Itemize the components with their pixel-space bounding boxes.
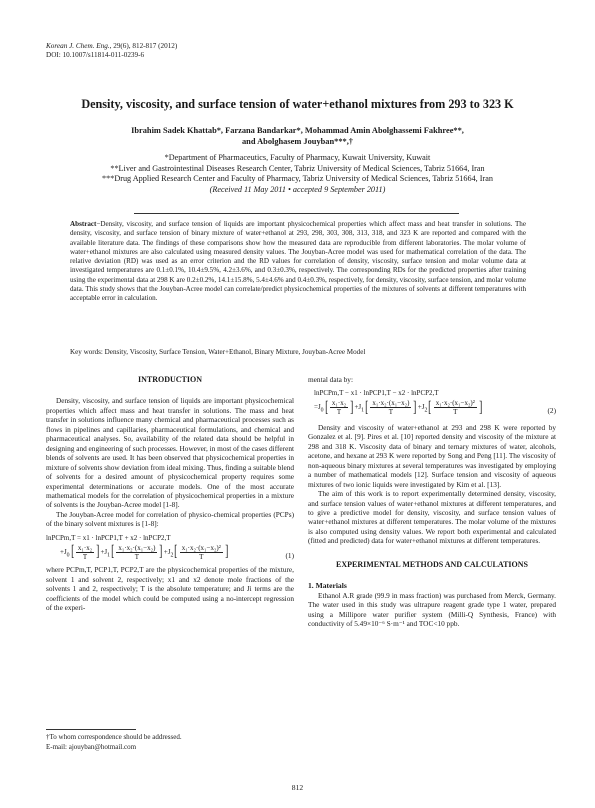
equation-2-line-1: lnPCPm,T − x1 · lnPCP1,T − x2 · lnPCP2,T xyxy=(314,389,439,398)
equation-2-line-2: $=J_0$[ $\frac{\text{x₁·x₂}}{T}$ ]$+J_1$[ $\frac{\text{x₁·x₂·(x₁−x₂)}}{T}$ ]$+J_2$[ $\frac{\text{x₁·x₂·(x₁−x₂)²}}{T}$ ] (2) xyxy=(314,398,556,417)
equation-2-number: (2) xyxy=(547,406,556,416)
equation-1 xyxy=(46,533,294,562)
equation-2 xyxy=(308,388,556,417)
journal-header xyxy=(46,42,177,60)
affiliation-2: **Liver and Gastrointestinal Diseases Research Center, Tabriz University of Medical Sciences, Tabriz 51664, Iran xyxy=(110,163,485,173)
paper-title: Density, viscosity, and surface tension of water+ethanol mixtures from 293 to 323 K xyxy=(81,97,514,111)
left-column xyxy=(46,375,294,613)
abstract-rule xyxy=(134,213,459,214)
section-heading-introduction: INTRODUCTION xyxy=(137,375,202,384)
right-column xyxy=(308,375,556,629)
paragraph: Density and viscosity of water+ethanol at 293 and 298 K were reported by Gonzalez et al. [9]. Pires et al. [10] reported density and viscosity of the mixture at 298 and 318 K. Viscosity data of binary and ternary mixtures of water, alcohols, acetone, and hexane at 293 K were reported by Song and Peng [11]. The viscosity of non-aqueous binary mixtures at several temperatures was investigated by employing a number of mathematical models [12]. Surface tension and viscosity of aqueous mixtures of two ionic liquids were investigated by Kim et al. [13]. xyxy=(308,422,556,489)
footnote-rule xyxy=(46,729,136,730)
footnote xyxy=(46,733,182,752)
received-dates: (Received 11 May 2011 • accepted 9 September 2011) xyxy=(209,184,386,194)
author-line-1: Ibrahim Sadek Khattab*, Farzana Bandarkar*, Mohammad Amin Abolghassemi Fakhree**, xyxy=(131,126,464,135)
page-number: 812 xyxy=(291,783,304,792)
abstract-text: −Density, viscosity, and surface tension of liquids are important physicochemical properties which affect mass and heat transfer in solutions. The density, viscosity, and surface tension of binary mixture of water+ethanol at 293, 298, 303, 308, 313, 318, and 323 K are reported and compared with the available literature data. The findings of these comparisons show how the measured data are reproducible from different laboratories. The molar volume of water+ethanol mixtures are also calculated using measured density values. The Jouyban-Acree model was used for mathematical correlation of the data. The relative deviation (RD) was used as an error criterion and the RD values for correlation of density, viscosity, surface tension and molar volume data at investigated temperatures are 0.1±0.1%, 10.4±9.5%, 4.2±3.6%, and 0.3±0.3%, respectively. The corresponding RDs for the predicted properties after training using the experimental data at 298 K are 0.2±0.2%, 14.1±15.8%, 5.4±4.6% and 0.4±0.3%, respectively, for density, viscosity, surface tension, and molar volume data. This study shows that the Jouyban-Acree model can correlate/predict physicochemical properties of the mixtures of solvents at different temperatures with acceptable error in calculation. xyxy=(70,220,526,302)
paragraph: Density, viscosity, and surface tension of liquids are important physicochemical properties which affect mass and heat transfer in solutions. The mass and heat transfer in solutions influence many chemical and pharmaceutical processes such as flows in pipelines and capillaries, pharmaceutical formulations, and chemical and pharmaceutical analyses. So, availability of the related data should be helpful in designing and engineering of such processes. However, in most of the cases different blends of solvents are used. It has been observed that physicochemical properties in mixture of solvents show deviation from ideal mixing. Thus, finding a suitable blend of solvents for a desired amount of physicochemical property requires some experimental determinations or accurate models. One of the most accurate mathematical models for the correlation of physicochemical properties in a mixture of solvents is the Jouyban-Acree model [1-8]. xyxy=(46,396,295,510)
paragraph: Ethanol A.R grade (99.9 in mass fraction) was purchased from Merck, Germany. The water used in this study was ultrapure reagent grade type 1 water, prepared using a Millipore water purifier system (Milli-Q Synthesis, France) with conductivity of 5.49×10⁻⁶ S·m⁻¹ and TOC<10 ppb. xyxy=(308,590,556,629)
equation-1-number: (1) xyxy=(285,550,294,560)
paragraph: mental data by: xyxy=(308,375,353,384)
affiliation-1: *Department of Pharmaceutics, Faculty of Pharmacy, Kuwait University, Kuwait xyxy=(164,153,431,162)
affiliations xyxy=(30,153,565,195)
footnote-email: E-mail: ajouyban@hotmail.com xyxy=(46,742,137,751)
doi-line: DOI: 10.1007/s11814-011-0239-6 xyxy=(46,51,145,60)
citation-line: Korean J. Chem. Eng., 29(6), 812-817 (2012) xyxy=(46,42,178,50)
paragraph: where PCPm,T, PCP1,T, PCP2,T are the physicochemical properties of the mixture, solvent 1 and solvent 2, respectively; x1 and x2 denote mole fractions of the solvents 1 and 2, respectively; T is the absolute temperature; and Ji terms are the coefficients of the model which could be computed using a no-intercept regression of the experi- xyxy=(46,565,294,613)
keywords: Key words: Density, Viscosity, Surface Tension, Water+Ethanol, Binary Mixture, Jouyban-Acree Model xyxy=(70,348,366,356)
author-list xyxy=(40,125,555,147)
paragraph: The Jouyban-Acree model for correlation of physico-chemical properties (PCPs) of the binary solvent mixtures is [1-8]: xyxy=(46,509,294,529)
abstract xyxy=(70,220,526,303)
subsection-heading-materials: 1. Materials xyxy=(308,581,347,591)
equation-1-line-1: lnPCPm,T = x1 · lnPCP1,T + x2 · lnPCP2,T xyxy=(46,533,171,542)
paragraph: The aim of this work is to report experimentally determined density, viscosity, and surface tension values of water+ethanol mixtures at different temperatures, and to give a predictive model for density, viscosity, and surface tension values of water+ethanol mixtures at different temperatures. The molar volume of the mixtures is also computed using density values. We report both experimental and calculated (fitted and predicted) data for water+ethanol mixtures at different temperatures. xyxy=(308,489,556,546)
affiliation-3: ***Drug Applied Research Center and Faculty of Pharmacy, Tabriz University of Medical Sciences, Tabriz 51664, Iran xyxy=(102,174,493,184)
section-heading-experimental: EXPERIMENTAL METHODS AND CALCULATIONS xyxy=(336,559,528,569)
abstract-label: Abstract xyxy=(70,220,97,228)
author-line-2: and Abolghasem Jouyban***,† xyxy=(241,137,353,146)
equation-1-line-2: $+J_0$[ $\frac{\text{x₁·x₂}}{T}$ ]$+J_1$[ $\frac{\text{x₁·x₂·(x₁−x₂)}}{T}$ ]$+J_2$[ $\frac{\text{x₁·x₂·(x₁−x₂)²}}{T}$ ] (1) xyxy=(60,543,294,561)
footnote-correspondence: †To whom correspondence should be addressed. xyxy=(46,733,182,741)
